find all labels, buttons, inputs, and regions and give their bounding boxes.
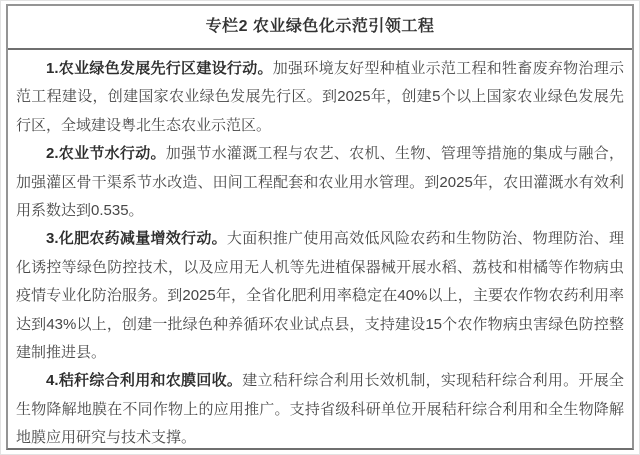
paragraph bbox=[16, 367, 624, 452]
callout-box bbox=[6, 4, 634, 450]
paragraph-lead: 3.化肥农药减量增效行动。 bbox=[46, 230, 227, 248]
box-title: 专栏2 农业绿色化示范引领工程 bbox=[8, 6, 632, 50]
paragraph-text: 加强环境友好型种植业示范工程和牲畜废弃物治理示范工程建设，创建国家农业绿色发展先行区。到2025年，创建5个以上国家农业绿色发展先行区，全域建设粤北生态农业示范区。 bbox=[16, 60, 624, 134]
paragraph-lead: 4.秸秆综合利用和农膜回收。 bbox=[46, 372, 243, 390]
paragraph-lead: 2.农业节水行动。 bbox=[46, 145, 166, 163]
paragraph-text: 大面积推广使用高效低风险农药和生物防治、物理防治、理化诱控等绿色防控技术，以及应用无人机等先进植保器械开展水稻、荔枝和柑橘等作物病虫疫情专业化防治服务。到2025年，全省化肥利用率稳定在40%以上，主要农作物农药利用率达到43%以上，创建一批绿色种养循环农业试点县，支持建设15个农作物病虫害绿色防控整建制推进县。 bbox=[16, 230, 624, 362]
paragraph bbox=[16, 140, 624, 225]
paragraph bbox=[16, 225, 624, 367]
paragraph-lead: 1.农业绿色发展先行区建设行动。 bbox=[46, 60, 273, 77]
paragraph-text: 加强节水灌溉工程与农艺、农机、生物、管理等措施的集成与融合，加强灌区骨干渠系节水改造、田间工程配套和农业用水管理。到2025年，农田灌溉水有效利用系数达到0.535。 bbox=[16, 145, 624, 220]
paragraph-text: 建立秸秆综合利用长效机制，实现秸秆综合利用。开展全生物降解地膜在不同作物上的应用推广。支持省级科研单位开展秸秆综合利用和全生物降解地膜应用研究与技术支撑。 bbox=[16, 372, 624, 447]
box-content bbox=[8, 50, 632, 455]
paragraph bbox=[16, 55, 624, 140]
